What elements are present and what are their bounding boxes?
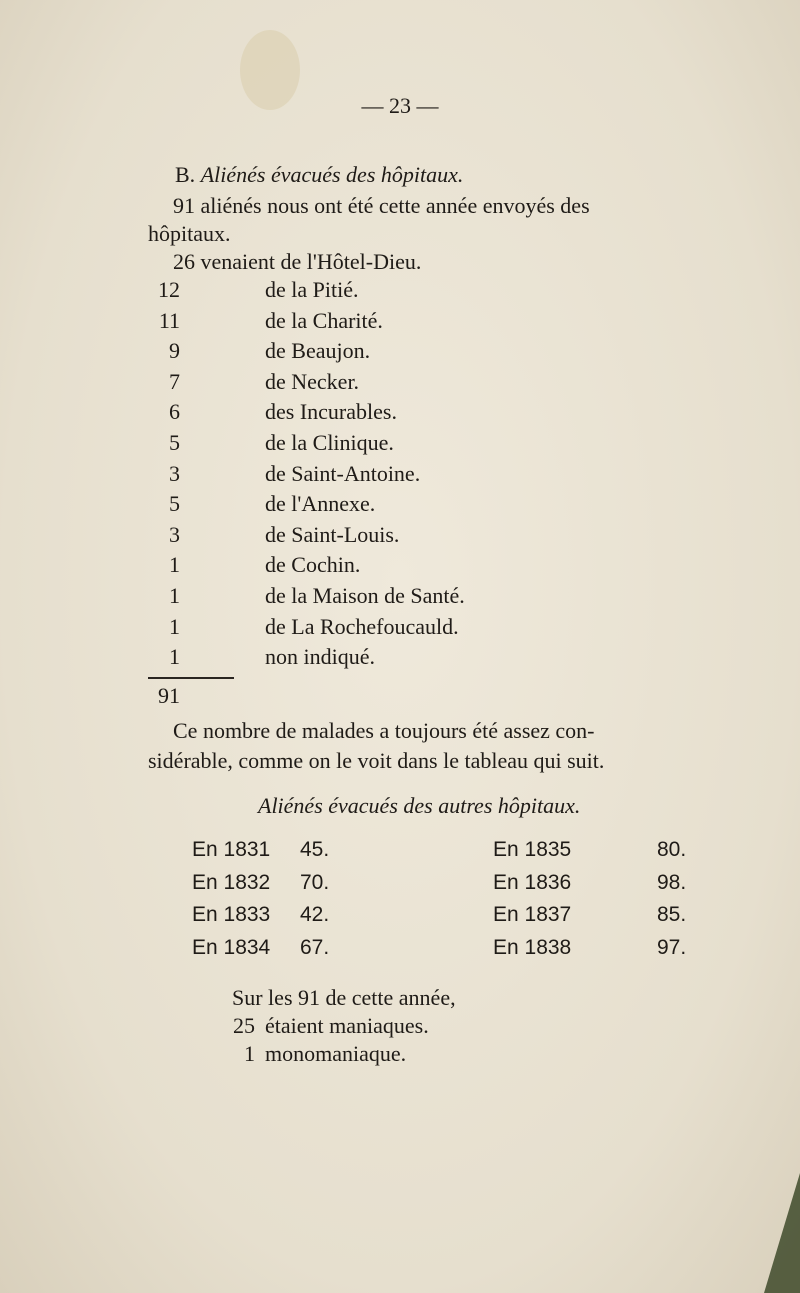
hospital-name: de la Pitié. [265,277,359,302]
intro-line-3: 26 venaient de l'Hôtel-Dieu. [173,249,422,274]
hospital-name: non indiqué. [265,644,375,669]
hospital-count: 1 [169,644,180,669]
hospital-count: 1 [169,552,180,577]
hospital-name: des Incurables. [265,399,397,424]
table-cell-year-right: En 1837 [493,903,572,926]
section-letter: B. [175,162,196,187]
intro-line-1: 91 aliénés nous ont été cette année envoyés des [173,193,590,218]
hospital-count: 1 [169,614,180,639]
hospital-name: de Saint-Antoine. [265,461,421,486]
section-heading [175,162,463,188]
hospital-total: 91 [158,683,180,708]
table-cell-year-right: En 1836 [493,871,572,894]
table-cell-value-left: 70. [300,871,330,894]
table-cell-value-right: 85. [657,903,687,926]
section-title: Aliénés évacués des hôpitaux. [200,162,464,187]
summary-label-monomaniacs: monomaniaque. [265,1041,407,1066]
hospital-name: de Beaujon. [265,338,371,363]
table-cell-year-left: En 1832 [192,871,271,894]
corner-mark [764,1173,800,1293]
table-cell-year-left: En 1833 [192,903,271,926]
hospital-count: 7 [169,369,180,394]
hospital-name: de Necker. [265,369,360,394]
hospital-name: de l'Annexe. [265,491,376,516]
summary-count-monomaniacs: 1 [244,1041,255,1066]
table-cell-value-right: 97. [657,936,687,959]
table-cell-value-left: 67. [300,936,330,959]
hospital-name: de La Rochefoucauld. [265,614,459,639]
table-title: Aliénés évacués des autres hôpitaux. [258,793,581,818]
hospital-name: de la Charité. [265,308,383,333]
hospital-count: 1 [169,583,180,608]
paragraph-line-1: Ce nombre de malades a toujours été assez con- [173,718,595,743]
hospital-name: de la Clinique. [265,430,394,455]
summary-count-maniacs: 25 [233,1013,255,1038]
paragraph-line-2: sidérable, comme on le voit dans le tableau qui suit. [148,748,605,773]
table-cell-value-left: 42. [300,903,330,926]
hospital-count: 5 [169,491,180,516]
hospital-count: 5 [169,430,180,455]
table-cell-value-right: 80. [657,838,687,861]
summary-label-maniacs: étaient maniaques. [265,1013,429,1038]
hospital-count: 11 [158,308,180,333]
table-cell-year-left: En 1834 [192,936,271,959]
table-cell-year-left: En 1831 [192,838,271,861]
intro-line-2: hôpitaux. [148,221,231,246]
page-number: — 23 — [361,93,439,118]
hospital-count: 12 [158,277,180,302]
summary-line-1: Sur les 91 de cette année, [232,985,456,1010]
table-cell-year-right: En 1838 [493,936,572,959]
sum-rule [148,677,234,679]
hospital-name: de la Maison de Santé. [265,583,465,608]
table-cell-value-right: 98. [657,871,687,894]
hospital-count: 6 [169,399,180,424]
table-cell-value-left: 45. [300,838,330,861]
hospital-count: 3 [169,461,180,486]
hospital-count: 3 [169,522,180,547]
hospital-name: de Cochin. [265,552,361,577]
hospital-name: de Saint-Louis. [265,522,400,547]
table-cell-year-right: En 1835 [493,838,572,861]
hospital-count: 9 [169,338,180,363]
